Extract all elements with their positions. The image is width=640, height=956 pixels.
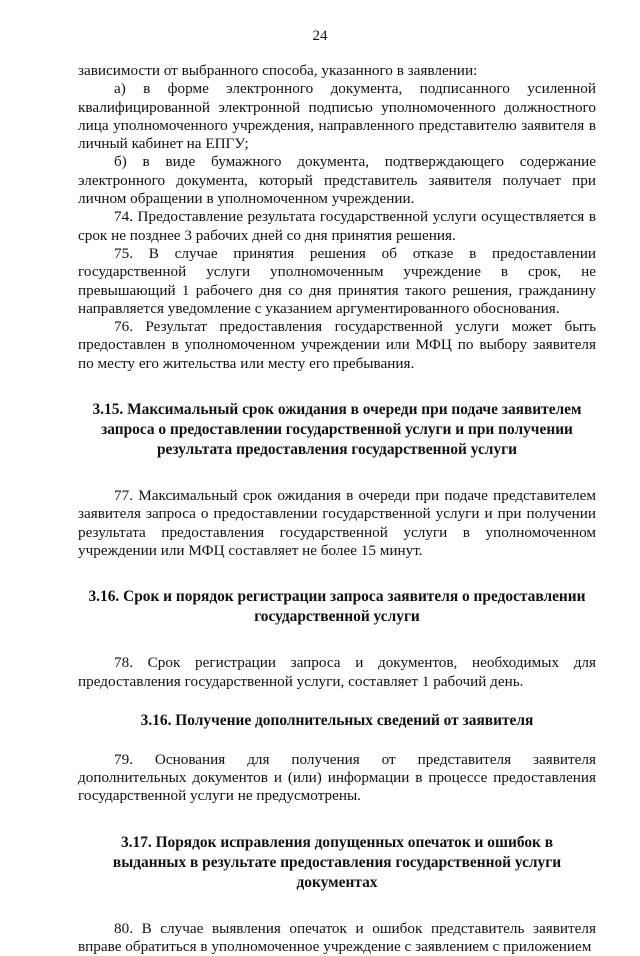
paragraph-80: 80. В случае выявления опечаток и ошибок представитель заявителя вправе обратиться в уполномоченное учреждение с заявлением с приложением: [78, 919, 596, 956]
section-heading-3-15: 3.15. Максимальный срок ожидания в очереди при подаче заявителем запроса о предоставлении государственной услуги и при получении результата предоставления государственной услуги: [92, 401, 582, 459]
paragraph-77: 77. Максимальный срок ожидания в очереди при подаче представителем заявителя запроса о предоставлении государственной услуги и при получении результата предоставления государственной услуги в уполномоченном учреждении или МФЦ составляет не более 15 минут.: [78, 487, 596, 559]
paragraph-item-b: б) в виде бумажного документа, подтверждающего содержание электронного документа, который представитель заявителя получает при личном обращении в уполномоченном учреждении.: [78, 153, 596, 208]
paragraph-76: 76. Результат предоставления государственной услуги может быть предоставлен в уполномоченном учреждении или МФЦ по выбору заявителя по месту его жительства или месту его пребывания.: [78, 318, 596, 372]
page-number: 24: [312, 28, 328, 44]
paragraph-item-a: а) в форме электронного документа, подписанного усиленной квалифицированной электронной подписью уполномоченного должностного лица уполномоченного учреждения, направленного представителю заявителя в личный кабинет на ЕПГУ;: [78, 80, 596, 153]
paragraph-continuation: зависимости от выбранного способа, указанного в заявлении:: [78, 62, 478, 79]
document-body: [78, 62, 596, 956]
section-heading-3-16-additional-info: 3.16. Получение дополнительных сведений от заявителя: [140, 711, 534, 729]
section-heading-3-16-registration: 3.16. Срок и порядок регистрации запроса заявителя о предоставлении государственной услуги: [88, 588, 586, 626]
paragraph-74: 74. Предоставление результата государственной услуги осуществляется в срок не позднее 3 рабочих дней со дня принятия решения.: [78, 208, 596, 244]
section-heading-3-17: 3.17. Порядок исправления допущенных опечаток и ошибок в выданных в результате предоставления государственной услуги документах: [112, 833, 562, 891]
paragraph-75: 75. В случае принятия решения об отказе в предоставлении государственной услуги уполномоченным учреждение в срок, не превышающий 1 рабочего дня со дня принятия такого решения, гражданину направляется уведомление с указанием аргументированного обоснования.: [78, 244, 596, 317]
paragraph-78: 78. Срок регистрации запроса и документов, необходимых для предоставления государственной услуги, составляет 1 рабочий день.: [78, 654, 596, 690]
paragraph-79: 79. Основания для получения от представителя заявителя дополнительных документов и (или) информации в процессе предоставления государственной услуги не предусмотрены.: [78, 750, 596, 805]
